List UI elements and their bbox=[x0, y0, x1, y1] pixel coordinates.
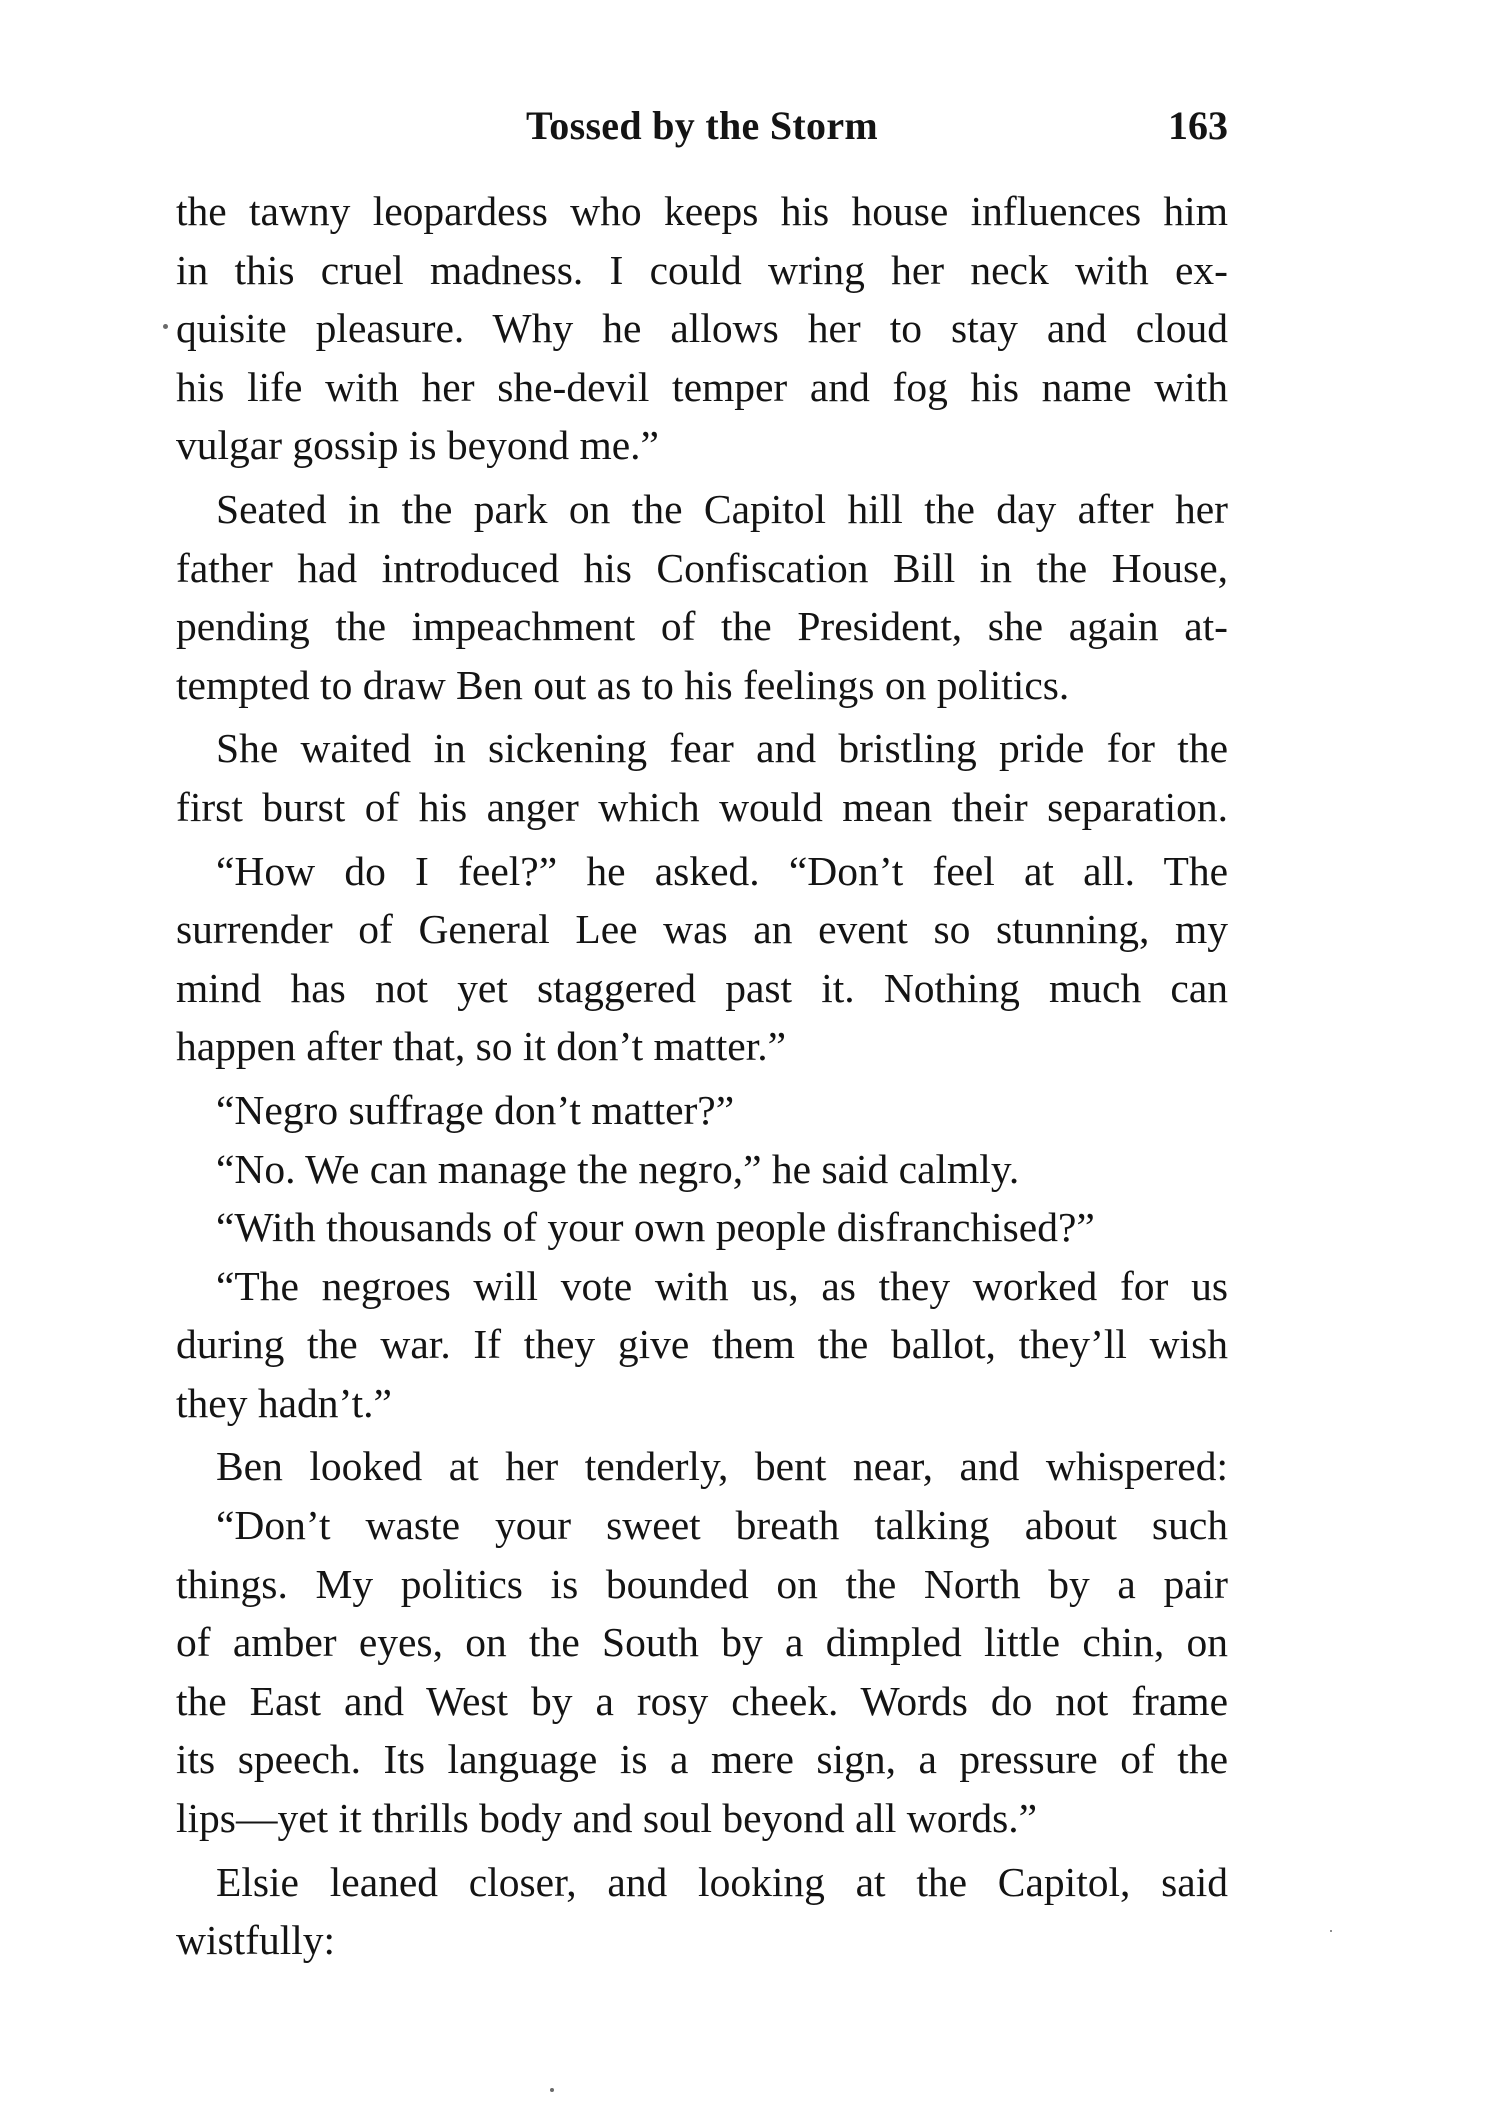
text-line: happen after that, so it don’t matter.” bbox=[176, 1023, 787, 1070]
text-line: lips—yet it thrills body and soul beyond all words.” bbox=[176, 1795, 1038, 1842]
text-line: surrender of General Lee was an event so stunning, my bbox=[176, 906, 1228, 953]
paragraph-start-line: Ben looked at her tenderly, bent near, and whispered: bbox=[216, 1443, 1228, 1490]
text-line: vulgar gossip is beyond me.” bbox=[176, 422, 659, 469]
text-line: mind has not yet staggered past it. Nothing much can bbox=[176, 964, 1228, 1011]
text-line: tempted to draw Ben out as to his feelings on politics. bbox=[176, 661, 1070, 708]
body-text bbox=[176, 182, 1228, 1970]
running-head bbox=[176, 102, 1228, 152]
text-line: in this cruel madness. I could wring her neck with ex- bbox=[176, 246, 1228, 293]
paragraph-start-line: “Don’t waste your sweet breath talking about such bbox=[216, 1502, 1228, 1549]
text-line: they hadn’t.” bbox=[176, 1379, 392, 1426]
paragraph-start-line: Elsie leaned closer, and looking at the Capitol, said bbox=[216, 1858, 1228, 1905]
paragraph-start-line: “With thousands of your own people disfranchised?” bbox=[216, 1204, 1095, 1251]
text-line: during the war. If they give them the ballot, they’ll wish bbox=[176, 1321, 1228, 1368]
paragraph-start-line: “Negro suffrage don’t matter?” bbox=[216, 1086, 735, 1133]
text-line: his life with her she-devil temper and fog his name with bbox=[176, 363, 1228, 410]
running-title: Tossed by the Storm bbox=[525, 103, 879, 148]
paragraph-start-line: Seated in the park on the Capitol hill the day after her bbox=[216, 485, 1228, 532]
scan-speck bbox=[550, 2088, 554, 2092]
text-line: wistfully: bbox=[176, 1917, 336, 1964]
text-line: father had introduced his Confiscation Bill in the House, bbox=[176, 544, 1228, 591]
page-number: 163 bbox=[1168, 103, 1228, 148]
text-line: the East and West by a rosy cheek. Words do not frame bbox=[176, 1677, 1228, 1724]
paragraph-start-line: “The negroes will vote with us, as they worked for us bbox=[216, 1262, 1228, 1309]
paragraph-start-line: “How do I feel?” he asked. “Don’t feel at all. The bbox=[216, 847, 1228, 894]
text-line: its speech. Its language is a mere sign, a pressure of the bbox=[176, 1736, 1228, 1783]
text-line: first burst of his anger which would mean their separation. bbox=[176, 783, 1228, 830]
text-line: the tawny leopardess who keeps his house influences him bbox=[176, 188, 1228, 234]
paragraph-start-line: She waited in sickening fear and bristling pride for the bbox=[216, 725, 1228, 772]
paragraph-start-line: “No. We can manage the negro,” he said calmly. bbox=[216, 1145, 1020, 1192]
text-line: things. My politics is bounded on the North by a pair bbox=[176, 1560, 1228, 1607]
scan-speck bbox=[1330, 1930, 1332, 1932]
text-line: pending the impeachment of the President, she again at- bbox=[176, 603, 1228, 650]
scan-speck bbox=[163, 324, 168, 329]
text-line: quisite pleasure. Why he allows her to stay and cloud bbox=[176, 305, 1228, 352]
text-line: of amber eyes, on the South by a dimpled little chin, on bbox=[176, 1619, 1228, 1666]
